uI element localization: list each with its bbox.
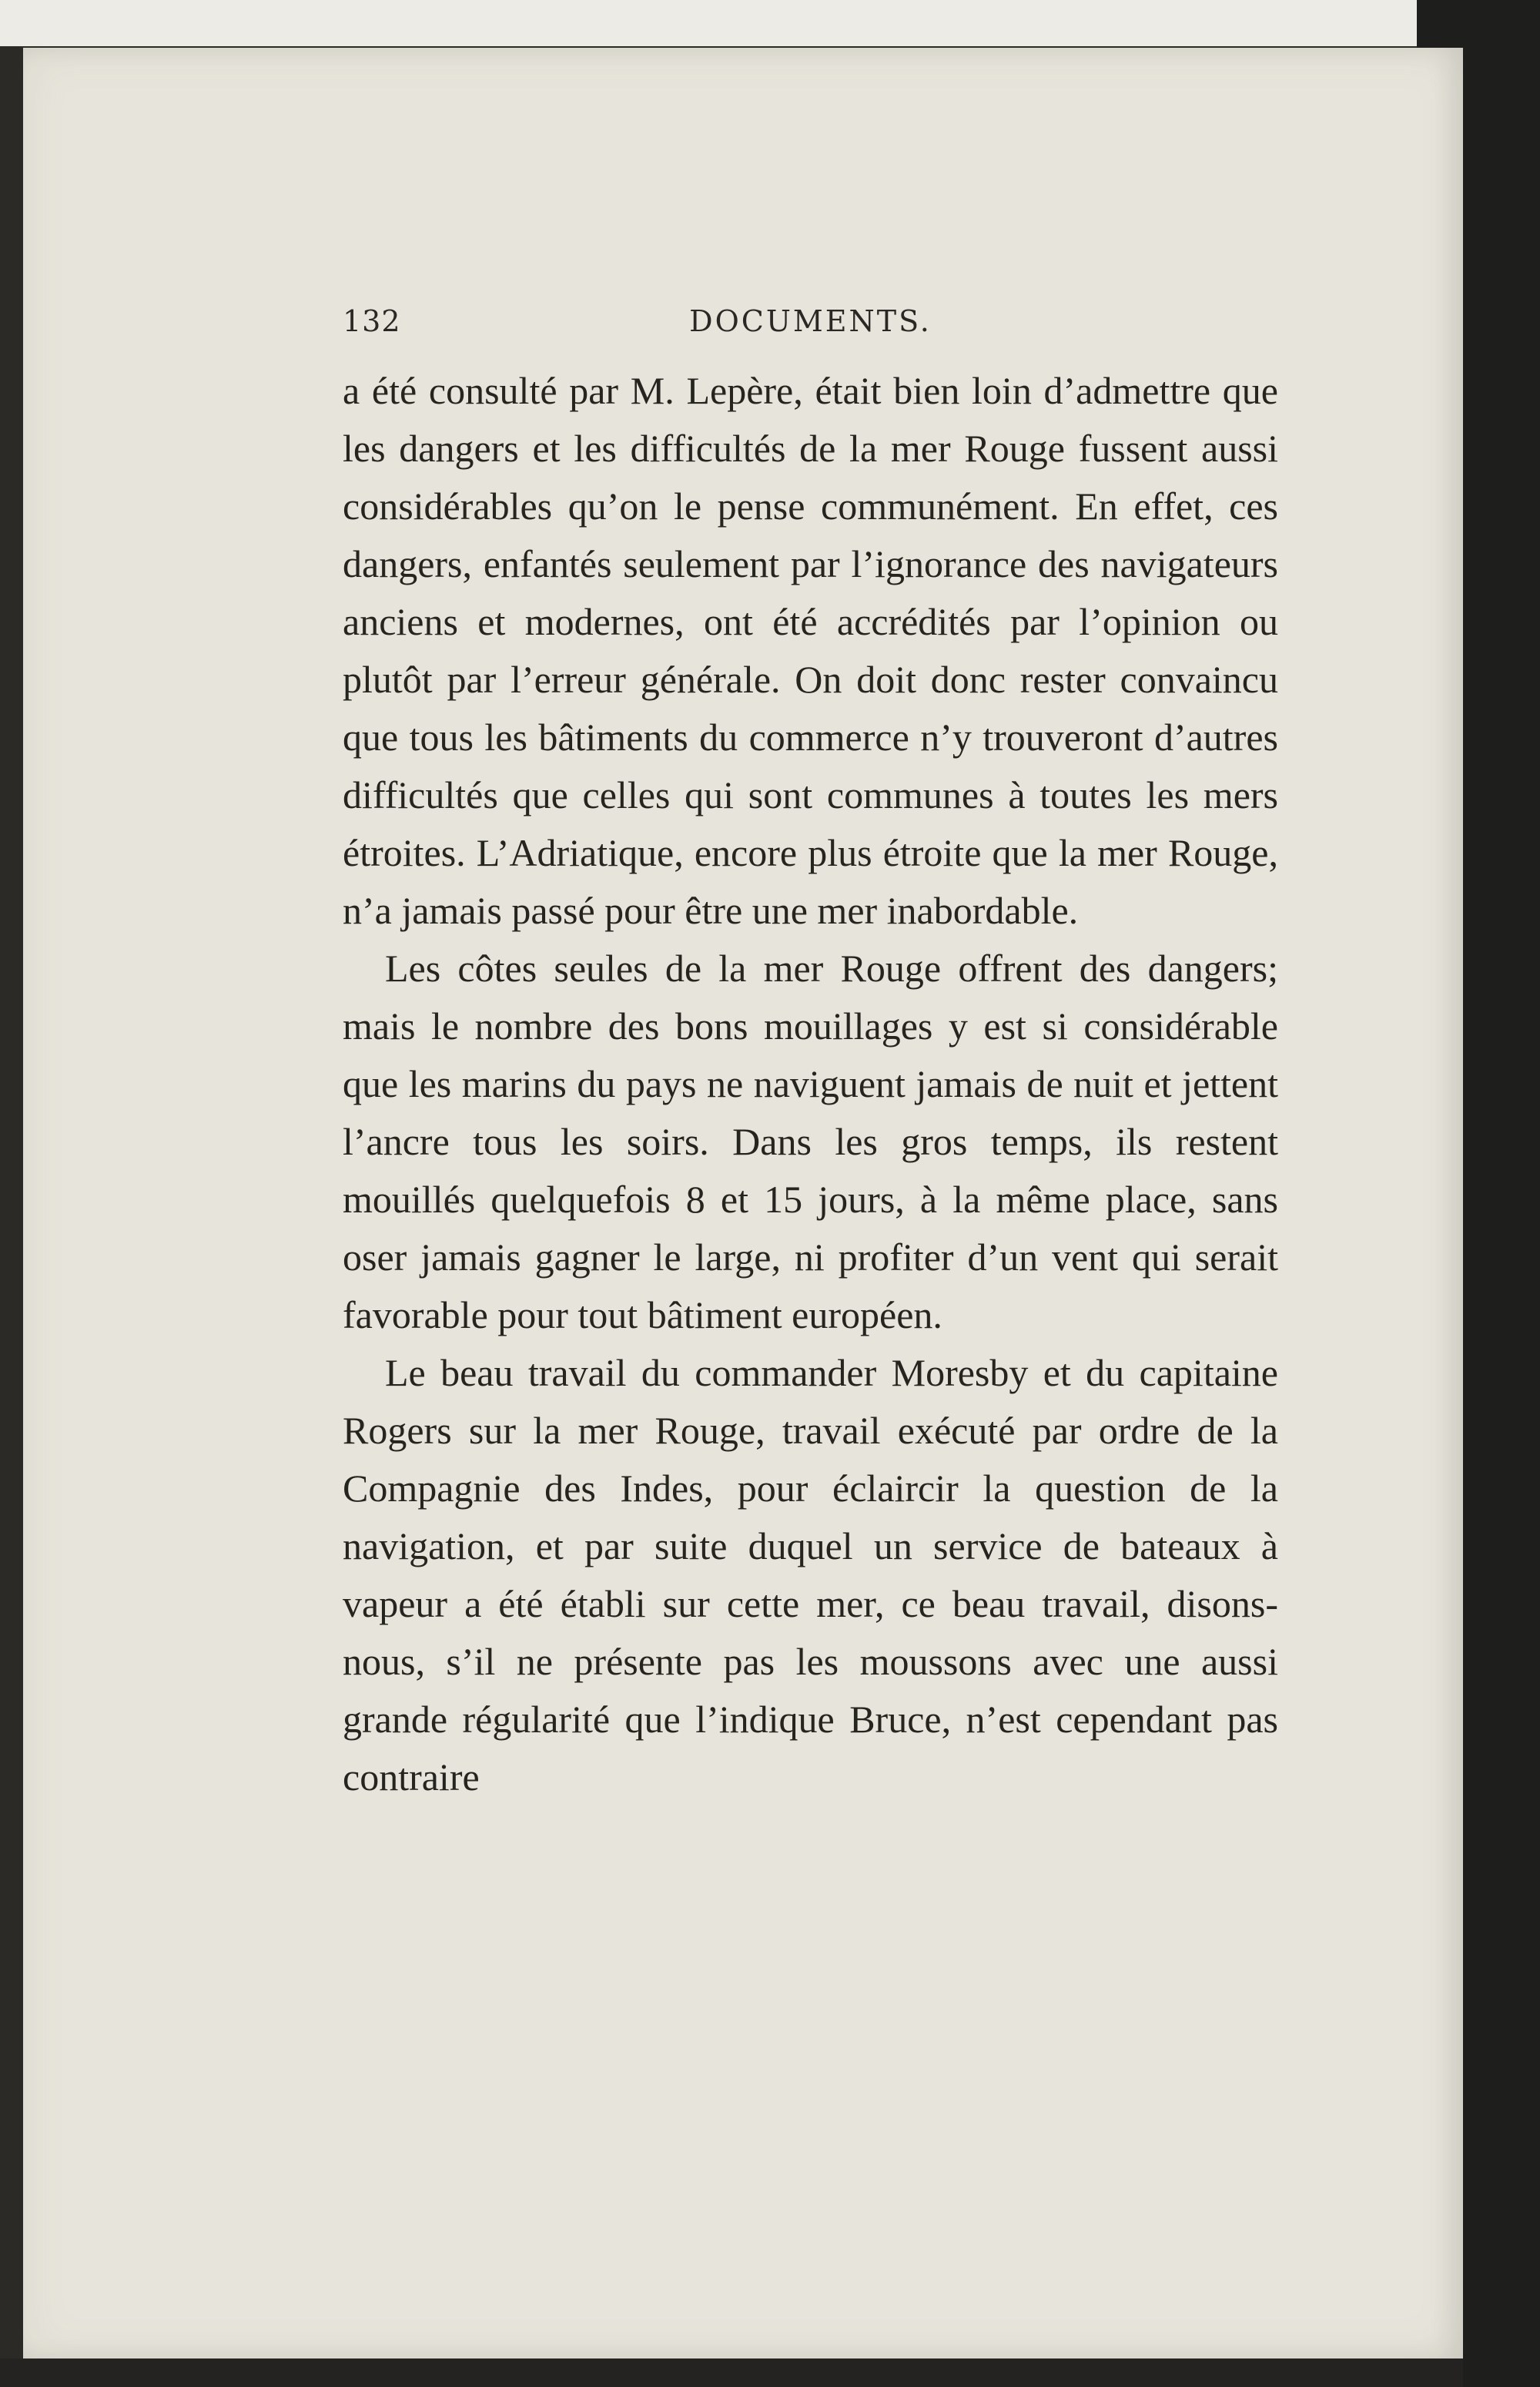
paragraph-3: Le beau travail du commander Moresby et du capitaine Rogers sur la mer Rouge, travail exécuté par ordre de la Compagnie des Indes, pour éclaircir la question de la navigation, et par suite duquel un service de bateaux à vapeur a été établi sur cette mer, ce beau travail, disons-nous, s’il ne présente pas les moussons avec une aussi grande régularité que l’indique Bruce, n’est cependant pas contraire bbox=[343, 1351, 1278, 1799]
page-number: 132 bbox=[343, 304, 401, 338]
body-text bbox=[343, 362, 1278, 1806]
paragraph-1: a été consulté par M. Lepère, était bien loin d’admettre que les dangers et les difficultés de la mer Rouge fussent aussi considérables qu’on le pense communément. En effet, ces dangers, enfantés seulement par l’ignorance des navigateurs anciens et modernes, ont été accrédités par l’opinion ou plutôt par l’erreur générale. On doit donc rester convaincu que tous les bâtiments du commerce n’y trouveront d’autres difficultés que celles qui sont communes à toutes les mers étroites. L’Adriatique, encore plus étroite que la mer Rouge, n’a jamais passé pour être une mer inabordable. bbox=[343, 369, 1278, 932]
page-header bbox=[343, 304, 1278, 358]
scan-top-margin bbox=[0, 0, 1417, 46]
running-title: DOCUMENTS. bbox=[689, 304, 932, 338]
paragraph-2: Les côtes seules de la mer Rouge offrent des dangers; mais le nombre des bons mouillages y est si considérable que les marins du pays ne naviguent jamais de nuit et jettent l’ancre tous les soirs. Dans les gros temps, ils restent mouillés quelquefois 8 et 15 jours, à la même place, sans oser jamais gagner le large, ni profiter d’un vent qui serait favorable pour tout bâtiment européen. bbox=[343, 947, 1278, 1336]
scan-bottom-margin bbox=[0, 2359, 1463, 2387]
